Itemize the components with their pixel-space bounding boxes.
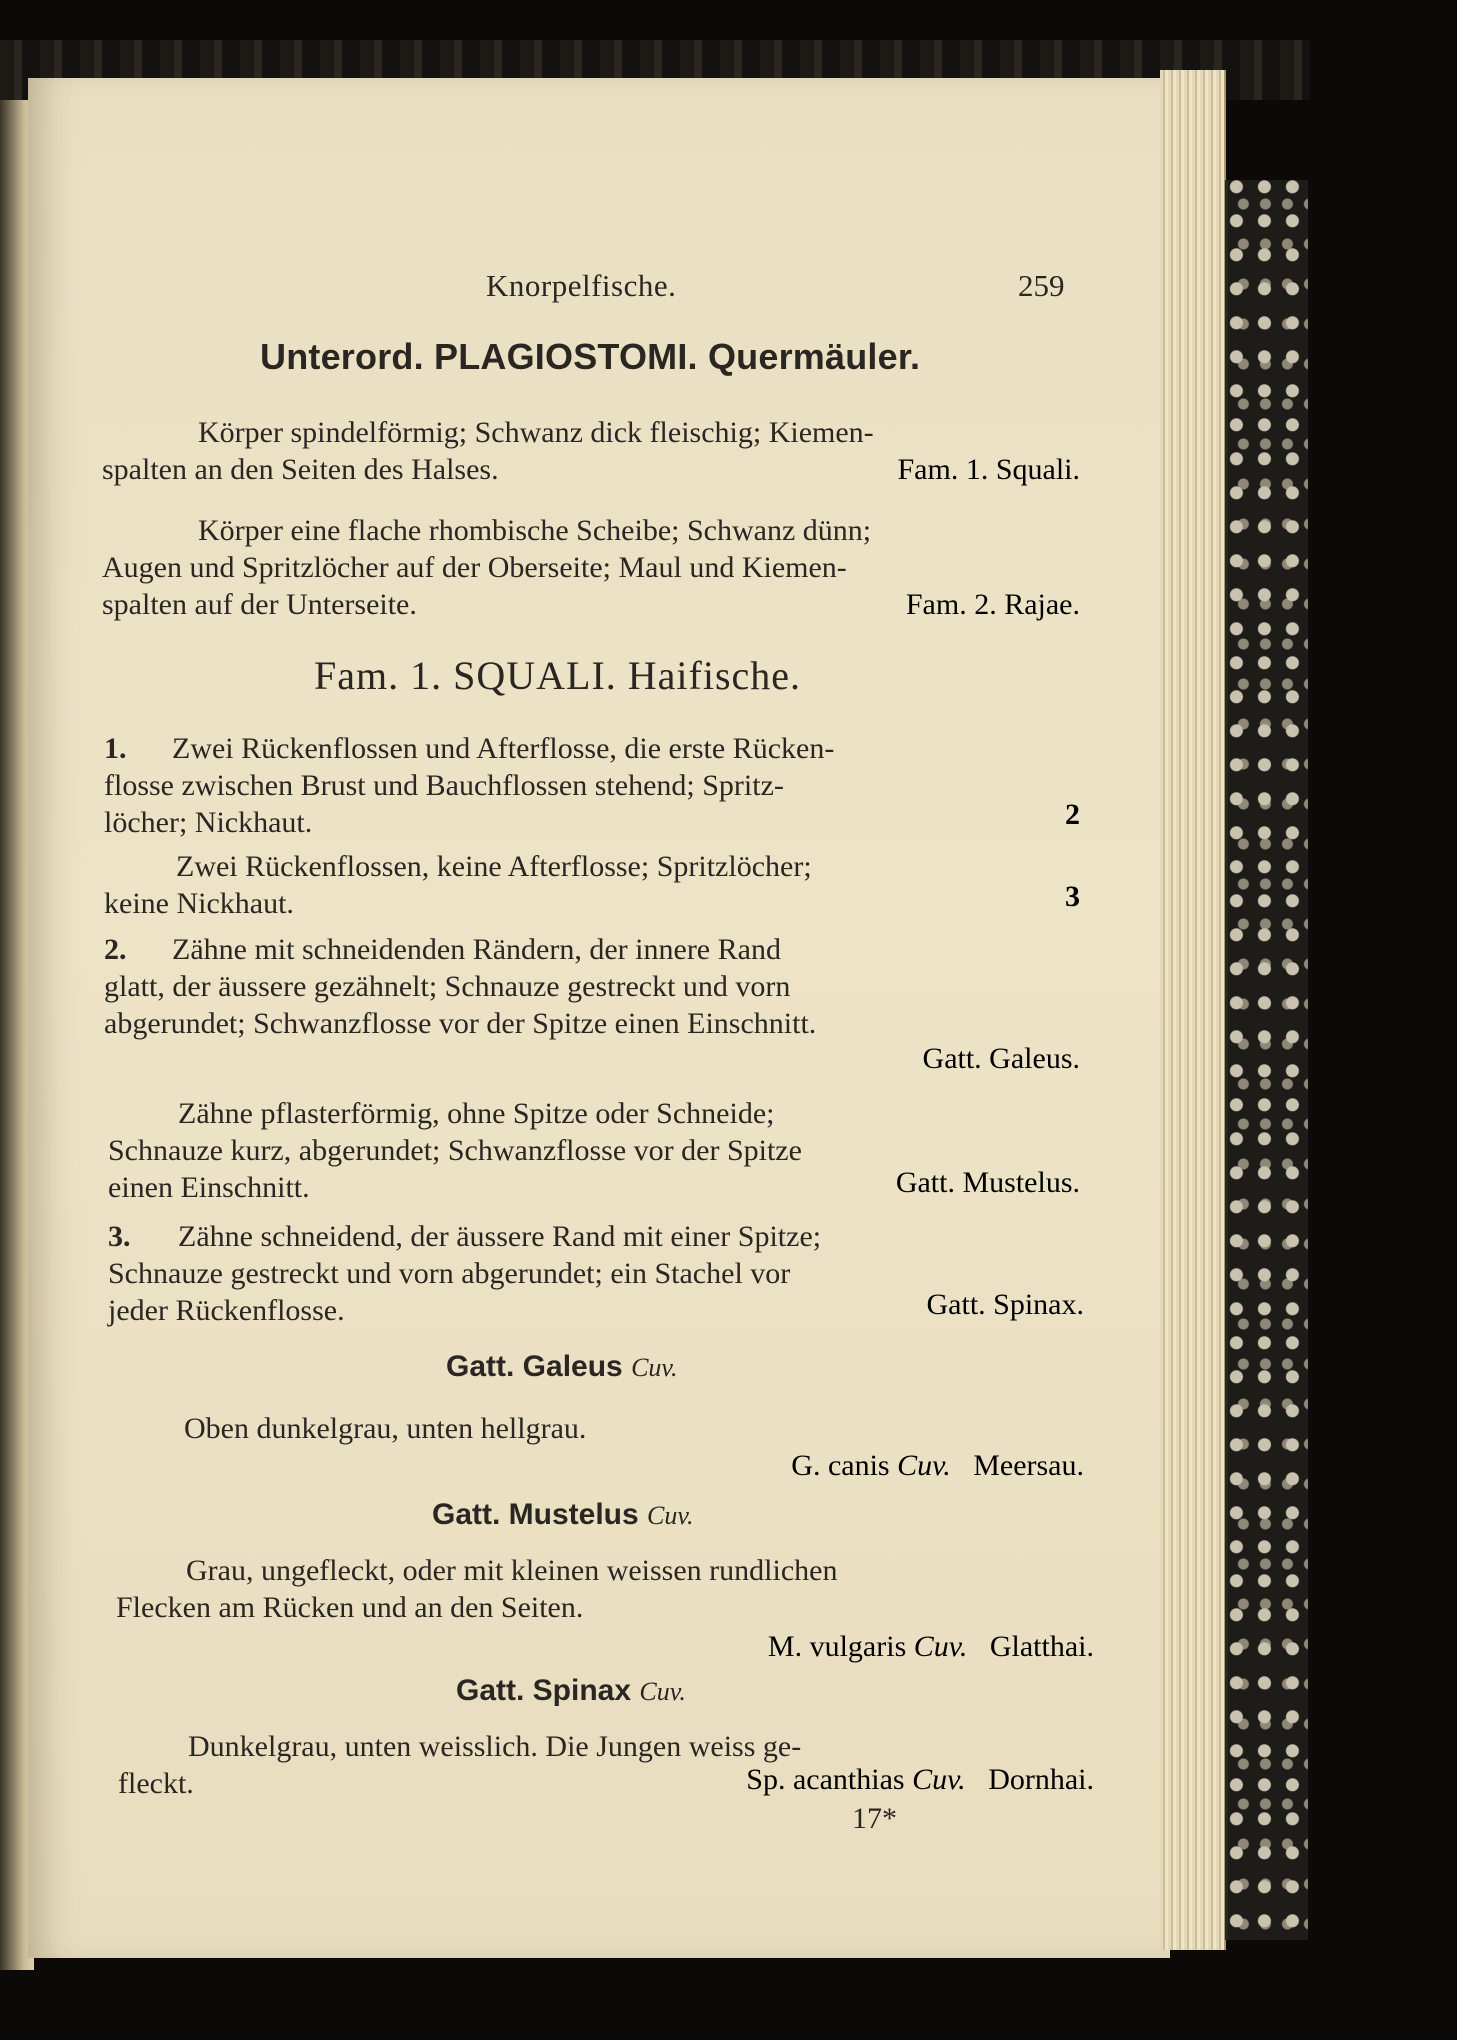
genus-mustelus-species: M. vulgaris [767, 1630, 907, 1663]
genus-spinax-species-line [746, 1761, 1094, 1798]
key-genus-1-number: 1. [104, 732, 127, 765]
key-genus-1-line-1: Zwei Rückenflossen und Afterflosse, die erste Rücken- [172, 732, 835, 765]
key-family-2-line-2: Augen und Spritzlöcher auf der Oberseite; Maul und Kiemen- [102, 551, 847, 584]
key-genus-2-line-1: Zähne mit schneidenden Rändern, der innere Rand [172, 933, 781, 966]
genus-galeus-heading [446, 1350, 678, 1384]
book-page [28, 78, 1170, 1958]
signature-mark: 17* [852, 1802, 897, 1835]
key-family-2-line-3: spalten auf der Unterseite. [102, 588, 417, 621]
key-genus-2b-line-2: Schnauze kurz, abgerundet; Schwanzflosse vor der Spitze [108, 1134, 802, 1167]
key-genus-2b-line-3: einen Einschnitt. [108, 1171, 310, 1204]
key-family-1-line-1: Körper spindelförmig; Schwanz dick fleischig; Kiemen- [198, 416, 874, 449]
key-genus-2-ref: Gatt. Galeus. [922, 1042, 1080, 1075]
genus-galeus-name: Gatt. Galeus [446, 1350, 623, 1383]
genus-galeus-desc: Oben dunkelgrau, unten hellgrau. [184, 1412, 587, 1445]
key-family-1-ref: Fam. 1. Squali. [897, 453, 1080, 486]
marbled-cover-edge [1225, 180, 1308, 1940]
genus-spinax-species: Sp. acanthias [746, 1763, 905, 1796]
key-genus-1-ref: 2 [1065, 798, 1080, 831]
key-genus-2-number: 2. [104, 933, 127, 966]
key-family-2-ref: Fam. 2. Rajae. [905, 588, 1080, 621]
page-edges [1160, 70, 1226, 1950]
genus-galeus-common: Meersau. [973, 1449, 1084, 1482]
key-genus-1b-line-1: Zwei Rückenflossen, keine Afterflosse; Spritzlöcher; [176, 850, 812, 883]
order-heading: Unterord. PLAGIOSTOMI. Quermäuler. [260, 336, 921, 377]
genus-mustelus-desc-line-2: Flecken am Rücken und an den Seiten. [116, 1591, 584, 1624]
genus-spinax-author: Cuv. [639, 1677, 686, 1706]
genus-spinax-species-author: Cuv. [912, 1763, 966, 1796]
genus-spinax-heading [456, 1674, 686, 1708]
key-genus-1b-line-2: keine Nickhaut. [104, 887, 294, 920]
genus-mustelus-desc-line-1: Grau, ungefleckt, oder mit kleinen weissen rundlichen [186, 1554, 838, 1587]
genus-mustelus-author: Cuv. [647, 1501, 694, 1530]
page-number: 259 [1018, 268, 1065, 303]
genus-galeus-species-line [791, 1447, 1084, 1484]
key-family-1-line-2: spalten an den Seiten des Halses. [102, 453, 499, 486]
key-genus-3-line-1: Zähne schneidend, der äussere Rand mit einer Spitze; [178, 1220, 822, 1253]
genus-mustelus-species-line [768, 1628, 1094, 1665]
key-genus-1-line-3: löcher; Nickhaut. [104, 806, 313, 839]
key-genus-2-line-2: glatt, der äussere gezähnelt; Schnauze gestreckt und vorn [104, 970, 791, 1003]
genus-mustelus-species-author: Cuv. [913, 1630, 968, 1663]
key-genus-1b-ref: 3 [1065, 880, 1080, 913]
family-heading: Fam. 1. SQUALI. Haifische. [314, 653, 802, 698]
genus-galeus-species-author: Cuv. [897, 1449, 951, 1482]
genus-galeus-author: Cuv. [631, 1353, 678, 1382]
key-genus-2b-line-1: Zähne pflasterförmig, ohne Spitze oder Schneide; [178, 1097, 775, 1130]
genus-spinax-common: Dornhai. [988, 1763, 1094, 1796]
key-genus-2-line-3: abgerundet; Schwanzflosse vor der Spitze einen Einschnitt. [104, 1007, 817, 1040]
key-genus-3-ref: Gatt. Spinax. [926, 1288, 1084, 1321]
genus-mustelus-common: Glatthai. [989, 1630, 1094, 1663]
genus-spinax-desc-line-2: fleckt. [118, 1767, 194, 1800]
key-genus-3-line-3: jeder Rückenflosse. [108, 1294, 345, 1327]
running-head-title: Knorpelfische. [486, 268, 677, 303]
genus-mustelus-name: Gatt. Mustelus [432, 1498, 639, 1531]
genus-mustelus-heading [432, 1498, 694, 1532]
genus-spinax-desc-line-1: Dunkelgrau, unten weisslich. Die Jungen weiss ge- [188, 1730, 802, 1763]
genus-galeus-species: G. canis [791, 1449, 890, 1482]
key-genus-3-number: 3. [108, 1220, 131, 1253]
key-genus-2b-ref: Gatt. Mustelus. [895, 1166, 1080, 1199]
key-genus-1-line-2: flosse zwischen Brust und Bauchflossen stehend; Spritz- [104, 769, 784, 802]
key-genus-3-line-2: Schnauze gestreckt und vorn abgerundet; ein Stachel vor [108, 1257, 791, 1290]
genus-spinax-name: Gatt. Spinax [456, 1674, 632, 1707]
key-family-2-line-1: Körper eine flache rhombische Scheibe; Schwanz dünn; [198, 514, 872, 547]
